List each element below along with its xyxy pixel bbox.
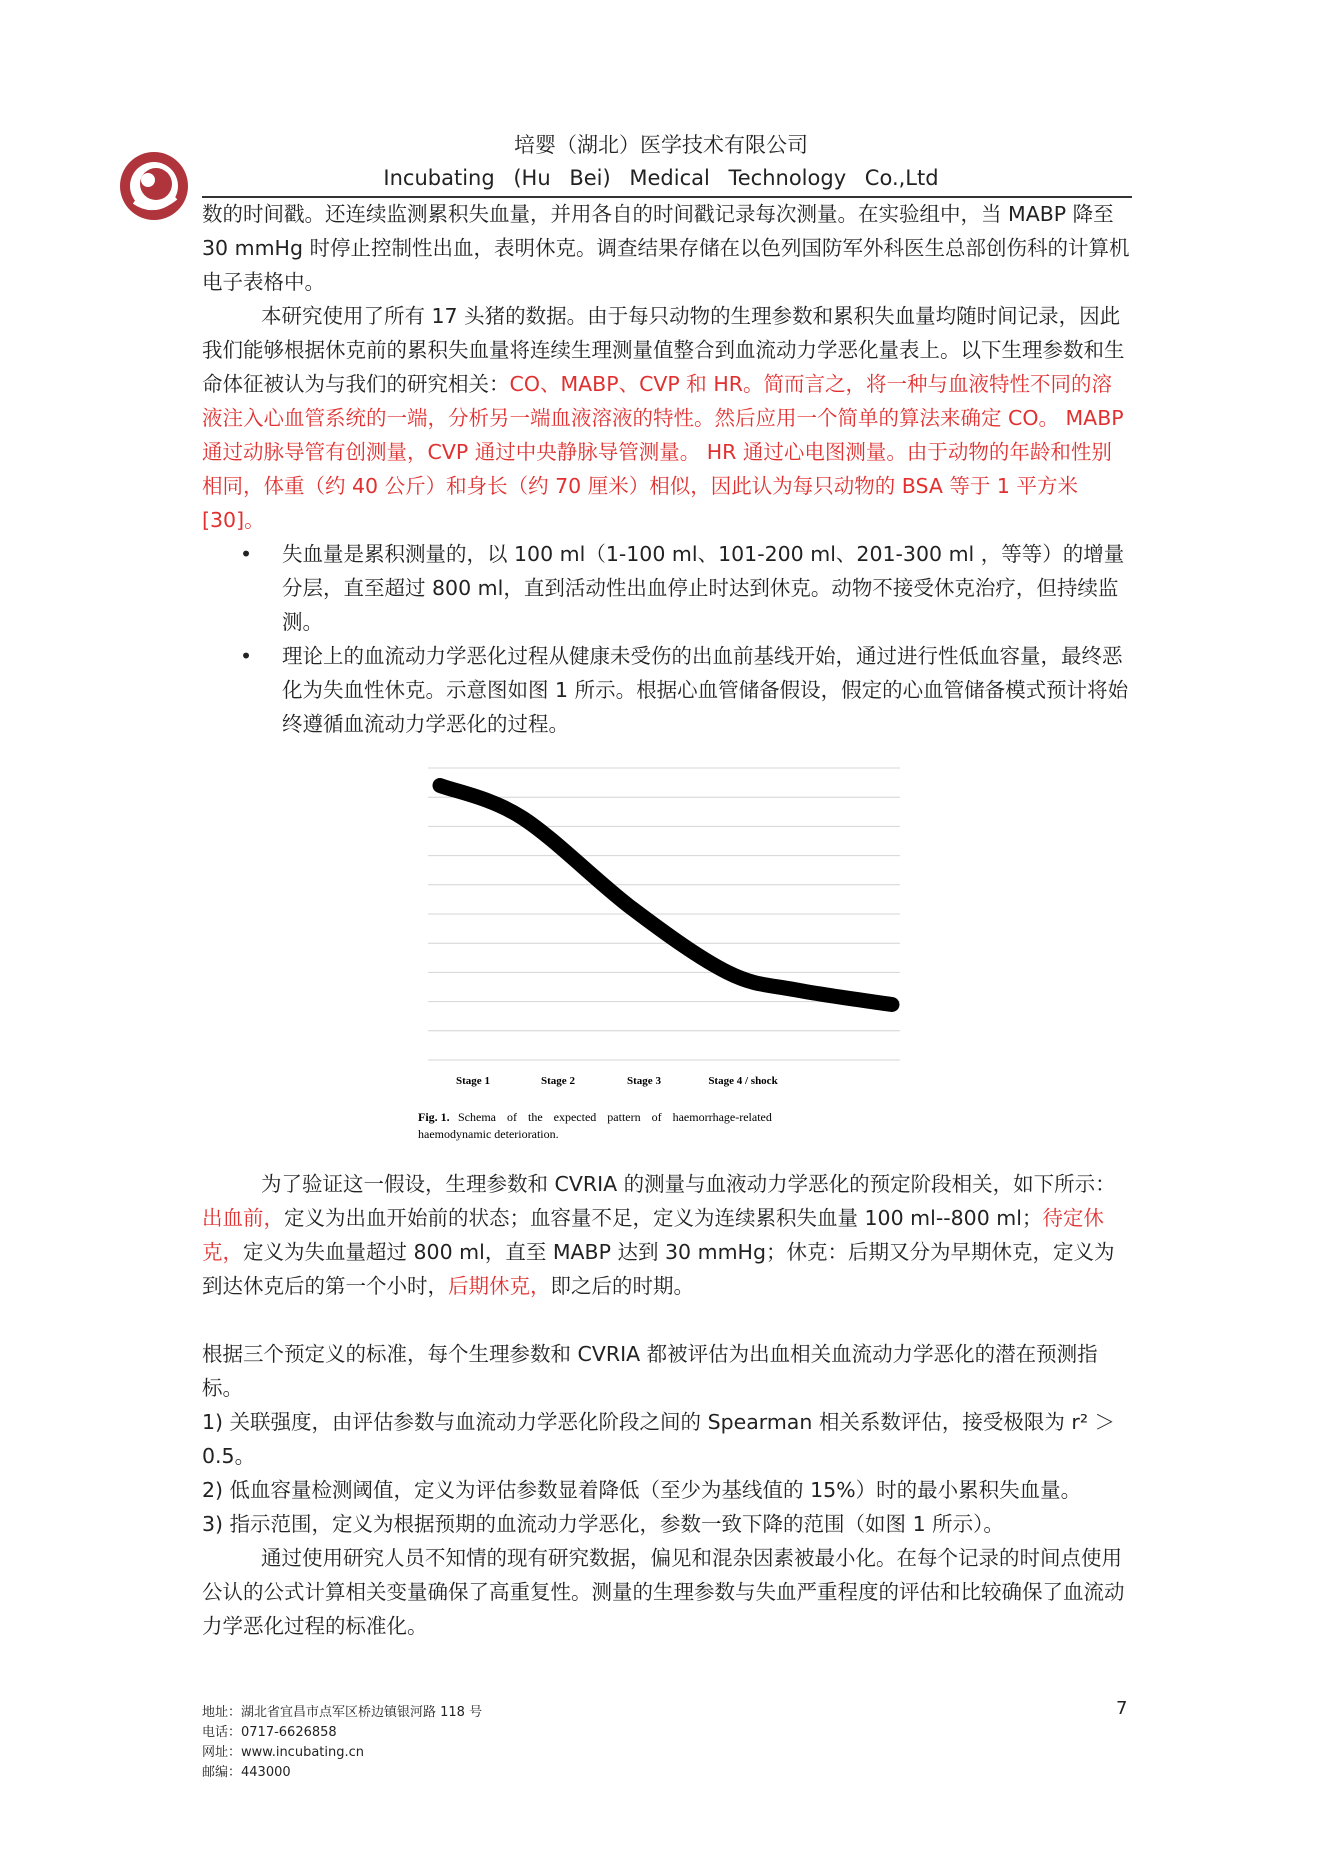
bullet-2-text: 理论上的血流动力学恶化过程从健康未受伤的出血前基线开始，通过进行性低血容量，最终恶化为失血性休克。示意图如图 1 所示。根据心血管储备假设，假定的心血管储备模式预计将始终遵循血流动力学恶化的过程。: [282, 644, 1129, 736]
figure-caption-text: Schema of the expected pattern of haemorrhage-related: [458, 1110, 772, 1124]
footer-contact: [202, 1703, 482, 1783]
paragraph-1: 数的时间戳。还连续监测累积失血量，并用各自的时间戳记录每次测量。在实验组中，当 MABP 降至 30 mmHg 时停止控制性出血，表明休克。调查结果存储在以色列国防军外科医生总部创伤科的计算机电子表格中。: [202, 202, 1130, 294]
x-tick-label: Stage 1: [456, 1075, 490, 1087]
company-name-english: Incubating (Hu Bei) Medical Technology Co.,Ltd: [383, 166, 939, 190]
footer-postcode: 邮编：443000: [202, 1765, 291, 1780]
paragraph-2-text: 本研究使用了所有 17 头猪的数据。由于每只动物的生理参数和累积失血量均随时间记录，因此我们能够根据休克前的累积失血量将连续生理测量值整合到血流动力学恶化量表上。以下生理参数和生命体征被认为与我们的研究相关：: [202, 304, 1125, 396]
x-tick-label: Stage 2: [541, 1075, 575, 1087]
figure-caption-text-line2: haemodynamic deterioration.: [418, 1127, 559, 1141]
footer-address: 地址：湖北省宜昌市点军区桥边镇银河路 118 号: [202, 1705, 483, 1720]
paragraph-2: [202, 299, 1132, 537]
paragraph-2-highlight: CO、MABP、CVP 和 HR。简而言之，将一种与血液特性不同的溶液注入心血管系统的一端，分析另一端血液溶液的特性。然后应用一个简单的算法来确定 CO。 MABP 通过动脉导管有创测量，CVP 通过中央静脉导管测量。 HR 通过心电图测量。由于动物的年龄和性别相同，体重（约 40 公斤）和身长（约 70 厘米）相似，因此认为每只动物的 BSA 等于 1 平方米 [30]。: [202, 372, 1124, 532]
figure-1-chart: [418, 758, 908, 1148]
x-tick-label: Stage 3: [627, 1075, 661, 1087]
bullet-dot: •: [240, 542, 253, 566]
company-name-chinese: 培婴（湖北）医学技术有限公司: [514, 133, 808, 157]
paragraph-8: 通过使用研究人员不知情的现有研究数据，偏见和混杂因素被最小化。在每个记录的时间点使用公认的公式计算相关变量确保了高重复性。测量的生理参数与失血严重程度的评估和比较确保了血流动力学恶化过程的标准化。: [202, 1546, 1125, 1638]
criterion-3: 3) 指示范围，定义为根据预期的血流动力学恶化，参数一致下降的范围（如图 1 所示）。: [202, 1512, 1004, 1536]
bullet-1-text: 失血量是累积测量的，以 100 ml（1-100 ml、101-200 ml、201-300 ml ，等等）的增量分层，直至超过 800 ml，直到活动性出血停止时达到休克。动物不接受休克治疗，但持续监测。: [282, 542, 1125, 634]
stage-late-shock: 后期休克，: [448, 1274, 551, 1298]
footer-phone: 电话：0717-6626858: [202, 1725, 337, 1740]
body-lower: [202, 1167, 1132, 1643]
paragraph-3-text-a: 为了验证这一假设，生理参数和 CVRIA 的测量与血液动力学恶化的预定阶段相关，如下所示：: [261, 1172, 1116, 1196]
paragraph-4: 根据三个预定义的标准，每个生理参数和 CVRIA 都被评估为出血相关血流动力学恶化的潜在预测指标。: [202, 1342, 1098, 1400]
bullet-item-2: [202, 639, 1132, 741]
x-tick-label: Stage 4 / shock: [708, 1075, 778, 1087]
stage-pending-shock: 待定休克，: [202, 1206, 1104, 1264]
paragraph-3-text-b: 定义为出血开始前的状态；血容量不足，定义为连续累积失血量 100 ml--800 ml；: [284, 1206, 1043, 1230]
criterion-1: 1) 关联强度，由评估参数与血流动力学恶化阶段之间的 Spearman 相关系数评估，接受极限为 r² ＞0.5。: [202, 1410, 1116, 1468]
figure-caption-label: Fig. 1.: [418, 1110, 450, 1124]
paragraph-3: [202, 1167, 1132, 1303]
bullet-item-1: [202, 537, 1132, 639]
stage-pre-hemorrhage: 出血前，: [202, 1206, 284, 1230]
paragraph-3-text-c: 定义为失血量超过 800 ml，直至 MABP 达到 30 mmHg；休克：后期又分为早期休克，定义为到达休克后的第一个小时，: [202, 1240, 1115, 1298]
page-number: 7: [1116, 1698, 1128, 1719]
criterion-2: 2) 低血容量检测阈值，定义为评估参数显着降低（至少为基线值的 15%）时的最小累积失血量。: [202, 1478, 1082, 1502]
bullet-dot: •: [240, 644, 253, 668]
deterioration-curve: [440, 786, 892, 1005]
paragraph-3-text-d: 即之后的时期。: [550, 1274, 694, 1298]
body-upper: [202, 197, 1132, 741]
footer-website: 网址：www.incubating.cn: [202, 1745, 365, 1760]
